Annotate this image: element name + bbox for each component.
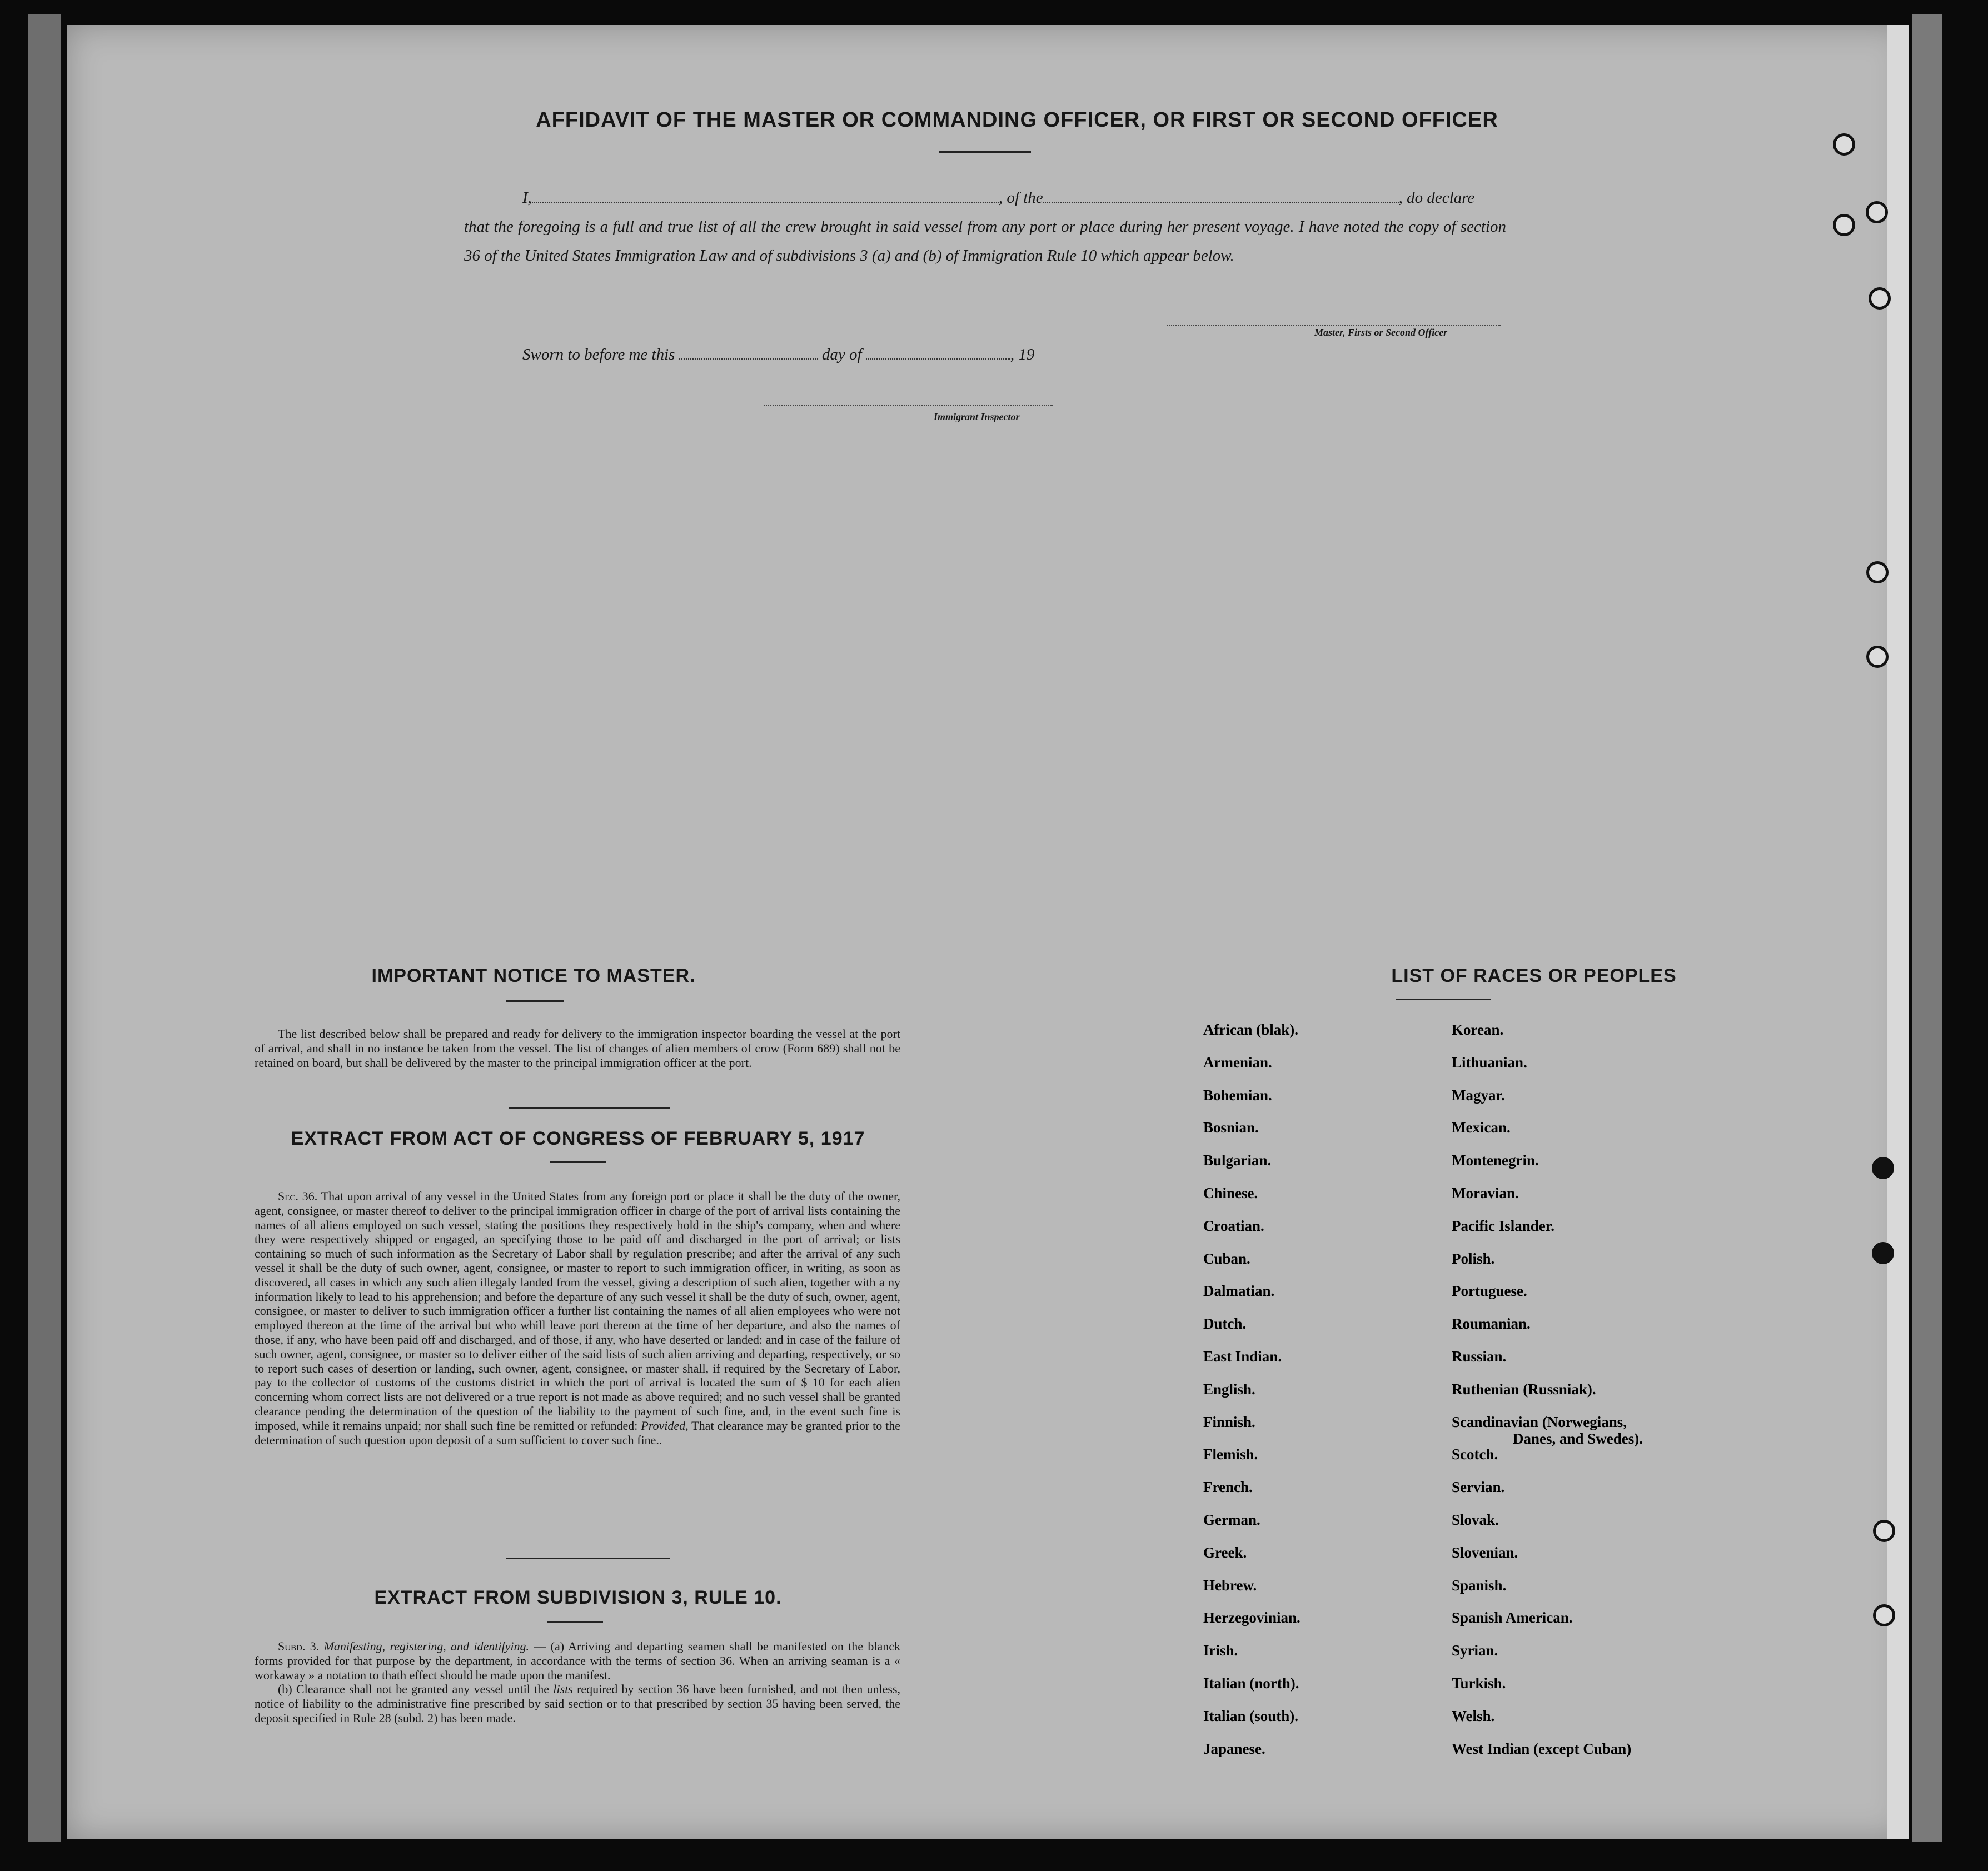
race-item: Bosnian. — [1203, 1119, 1259, 1136]
race-item: Welsh. — [1452, 1707, 1495, 1724]
race-item: Dalmatian. — [1203, 1283, 1275, 1300]
subdivision-heading: Manifesting, registering, and identifying. — [323, 1639, 529, 1653]
race-item: Mexican. — [1452, 1119, 1511, 1136]
race-item: Scotch. — [1452, 1446, 1498, 1463]
race-item: Japanese. — [1203, 1740, 1265, 1757]
race-item: Pacific Islander. — [1452, 1217, 1554, 1234]
declarant-name-field[interactable] — [532, 202, 999, 203]
races-right-column — [1452, 1021, 1643, 1773]
race-item: Moravian. — [1452, 1184, 1519, 1201]
race-item: Korean. — [1452, 1021, 1504, 1038]
binder-hole — [1873, 1604, 1895, 1626]
race-item: French. — [1203, 1479, 1253, 1496]
page-edge-right — [1912, 14, 1942, 1842]
race-item: Lithuanian. — [1452, 1054, 1527, 1071]
page-edge-left — [28, 14, 61, 1842]
section-label: Sec. 36. — [278, 1189, 318, 1203]
race-item: Greek. — [1203, 1544, 1247, 1561]
affidavit-text — [464, 183, 1506, 270]
race-item: Bohemian. — [1203, 1086, 1272, 1104]
race-item: Irish. — [1203, 1642, 1238, 1659]
divider — [1396, 999, 1491, 1000]
signature-line[interactable] — [1167, 325, 1501, 326]
rule-extract-title: EXTRACT FROM SUBDIVISION 3, RULE 10. — [374, 1587, 782, 1608]
race-item: Slovenian. — [1452, 1544, 1518, 1561]
binder-hole — [1869, 287, 1891, 310]
divider — [506, 1000, 564, 1002]
subdivision-a-text: — (a) Arriving and departing seamen shall be manifested on the blanck forms provided for that purpose by the department, in accordance with the terms of section 36. When an arriving seaman is a « workaway » a notation to thath effect should be made upon the manifest. — [255, 1639, 900, 1682]
subdivision-b-text-1: Clearance shall not be granted any vessel until the — [296, 1682, 550, 1697]
race-item: Croatian. — [1203, 1217, 1264, 1234]
lists-term: lists — [553, 1682, 573, 1697]
divider — [550, 1161, 606, 1163]
signature-label: Master, Firsts or Second Officer — [1314, 327, 1448, 338]
race-item: Spanish American. — [1452, 1609, 1573, 1626]
vessel-prefix: , of the — [998, 189, 1043, 207]
race-item: Roumanian. — [1452, 1315, 1531, 1333]
sworn-year-prefix: , 19 — [1010, 346, 1035, 363]
race-item: Cuban. — [1203, 1250, 1250, 1267]
binder-hole — [1833, 214, 1855, 236]
inspector-signature-line[interactable] — [764, 405, 1053, 406]
race-item: Dutch. — [1203, 1315, 1247, 1333]
inspector-label: Immigrant Inspector — [934, 411, 1020, 422]
race-item: Slovak. — [1452, 1511, 1499, 1528]
section-36-end: That clearance may be granted prior to the determination of such question upon deposit of a sum sufficient to cover such fine.. — [255, 1418, 900, 1447]
race-item: Finnish. — [1203, 1413, 1255, 1430]
act-extract-title: EXTRACT FROM ACT OF CONGRESS OF FEBRUARY 5, 1917 — [291, 1128, 865, 1149]
race-item: Magyar. — [1452, 1086, 1505, 1104]
race-item: Portuguese. — [1452, 1283, 1527, 1300]
subdivision-a — [255, 1639, 900, 1682]
vessel-name-field[interactable] — [1043, 202, 1399, 203]
sworn-line — [522, 346, 1034, 364]
subdivision-label: Subd. 3. — [278, 1639, 320, 1653]
race-item: East Indian. — [1203, 1348, 1282, 1365]
divider — [509, 1107, 670, 1109]
race-item: Russian. — [1452, 1348, 1507, 1365]
race-item: Italian (south). — [1203, 1707, 1299, 1724]
race-item: Syrian. — [1452, 1642, 1498, 1659]
race-item: English. — [1203, 1380, 1255, 1398]
section-36-body: That upon arrival of any vessel in the United States from any foreign port or place it shall be the duty of the owner, agent, consignee, or master thereof to deliver to the principal immigration officer in charge of the port of arrival lists containing the names of all aliens employed on such vessel, stating the positions they respectively hold in the ship's company, when and where they were respectively shipped or engaged, an specifying those to be paid off and discharged in the port of arrival; or lists containing so much of such information as the Secretary of Labor shall by regulation prescribe; and after the arrival of any such vessel it shall be the duty of such owner, agent, consignee, or master to report to such immigration officer, in writing, as soon as discovered, all cases in which any such alien illegaly landed from the vessel, giving a description of such alien, together with a ny information likely to lead to his apprehension; and before the departure of any such vessel it shall be the duty of such, owner, agent, consignee, or master to deliver to such immigration officer a further list containing the names of all alien employees who were not employed thereon at the time of the arrival but who whill leave port thereon at the time of her departure, and also the names of those, if any, who have been paid off and discharged, and of those, if any, who have deserted or landed: and in case of the failure of such owner, agent, consignee, or master so to deliver either of the said lists of such alien arriving and departing, respectively, or so to report such cases of desertion or landing, such owner, agent, consignee, or master shall, if required by the Secretary of Labor, pay to the collector of customs of the customs district in which the port of arrival is located the sum of $ 10 for each alien concerning whom correct lists are not delivered or a true report is not made as above required; and no such vessel shall be granted clearance pending the determination of the question of the liability to the payment of such fine, and, in the event such fine is imposed, while it remains unpaid; nor shall such fine be remitted or refunded: — [255, 1189, 900, 1433]
subdivision-b-label: (b) — [278, 1682, 292, 1697]
binder-hole — [1866, 561, 1889, 583]
race-item: Herzegovinian. — [1203, 1609, 1301, 1626]
race-item: Ruthenian (Russniak). — [1452, 1380, 1596, 1398]
sworn-prefix: Sworn to before me this — [522, 346, 675, 363]
binder-hole — [1872, 1242, 1894, 1264]
race-item: Hebrew. — [1203, 1576, 1257, 1594]
notice-title: IMPORTANT NOTICE TO MASTER. — [371, 965, 696, 986]
race-item-line: Scandinavian (Norwegians, — [1452, 1413, 1627, 1430]
binder-hole — [1866, 201, 1888, 223]
race-item: Italian (north). — [1203, 1674, 1299, 1692]
sworn-month-field[interactable] — [866, 358, 1010, 360]
race-item: Armenian. — [1203, 1054, 1272, 1071]
race-item: West Indian (except Cuban) — [1452, 1740, 1632, 1757]
races-left-column — [1203, 1021, 1301, 1773]
race-item-line: Danes, and Swedes). — [1513, 1430, 1643, 1447]
affidavit-title: AFFIDAVIT OF THE MASTER OR COMMANDING OFFICER, OR FIRST OR SECOND OFFICER — [536, 108, 1498, 132]
binder-hole — [1873, 1520, 1895, 1542]
race-item: African (blak). — [1203, 1021, 1298, 1038]
divider — [939, 151, 1031, 153]
declare-suffix: , do declare — [1398, 189, 1475, 207]
race-item: Turkish. — [1452, 1674, 1506, 1692]
race-item: Polish. — [1452, 1250, 1495, 1267]
divider — [547, 1621, 603, 1623]
sworn-month-prefix: day of — [821, 346, 862, 363]
binder-hole — [1833, 133, 1855, 156]
declaration-line — [464, 183, 1506, 212]
subdivision-b-text-2: required by section 36 have been furnished, and not then unless, notice of liability to the administrative fine prescribed by said section or to that prescribed by section 35 having been served, the deposit specified in Rule 28 (subd. 2) has been made. — [255, 1682, 901, 1725]
notice-text: The list described below shall be prepared and ready for delivery to the immigration inspector boarding the vessel at the port of arrival, and shall in no instance be taken from the vessel. The list of changes of alien members of crow (Form 689) shall not be retained on board, but shall be delivered by the master to the principal immigration officer at the port. — [255, 1027, 900, 1070]
races-title: LIST OF RACES OR PEOPLES — [1391, 965, 1677, 986]
race-item: Spanish. — [1452, 1576, 1507, 1594]
section-36-text — [255, 1189, 900, 1447]
declarant-prefix: I, — [522, 189, 532, 207]
rule-10-text — [255, 1639, 900, 1725]
binder-hole — [1866, 646, 1889, 668]
affidavit-body: that the foregoing is a full and true list of all the crew brought in said vessel from any port or place during her present voyage. I have noted the copy of section 36 of the United States Immigration Law and of subdivisions 3 (a) and (b) of Immigration Rule 10 which appear below. — [464, 218, 1506, 265]
race-item: Flemish. — [1203, 1446, 1258, 1463]
race-item: Bulgarian. — [1203, 1152, 1272, 1169]
divider — [506, 1558, 670, 1559]
race-item: Chinese. — [1203, 1184, 1258, 1201]
provided-term: Provided, — [641, 1418, 689, 1433]
subdivision-b — [255, 1682, 900, 1725]
race-item — [1452, 1414, 1643, 1446]
race-item: Servian. — [1452, 1479, 1505, 1496]
race-item: Montenegrin. — [1452, 1152, 1539, 1169]
sworn-day-field[interactable] — [679, 358, 818, 360]
race-item: German. — [1203, 1511, 1260, 1528]
binder-hole — [1872, 1157, 1894, 1179]
